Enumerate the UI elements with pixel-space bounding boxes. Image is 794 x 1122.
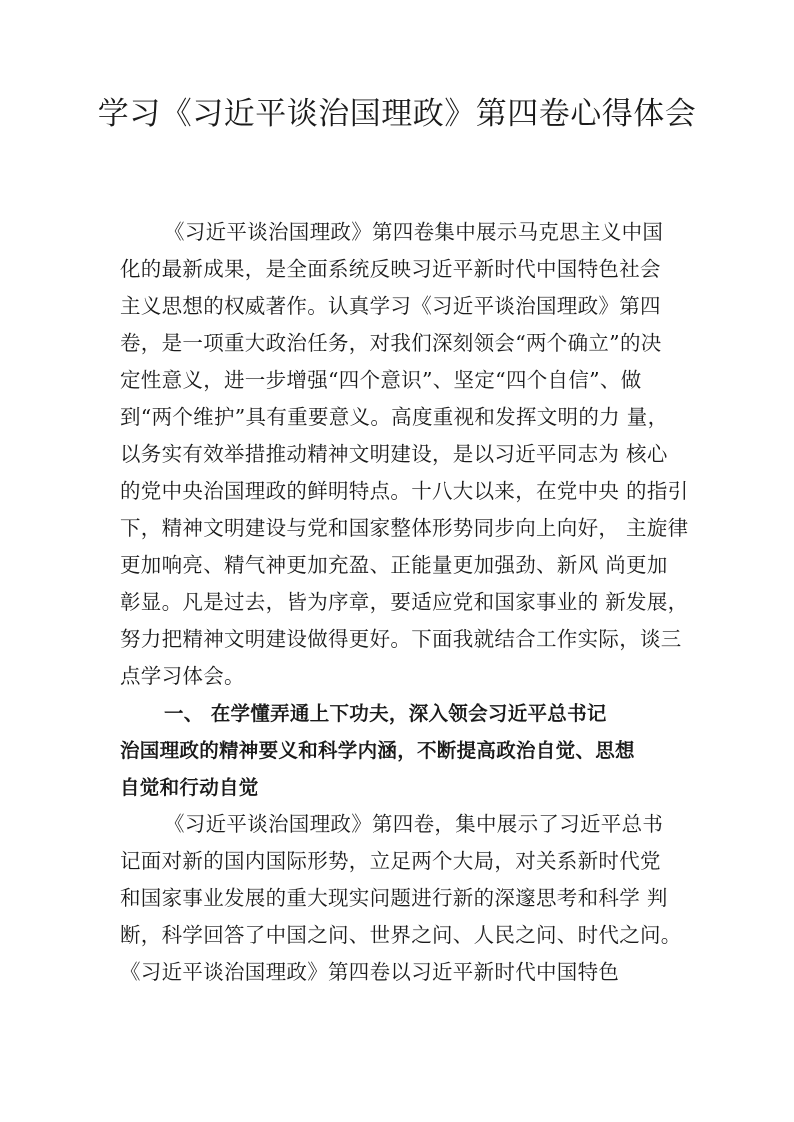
paragraph-line: 化的最新成果，是全面系统反映习近平新时代中国特色社会 <box>120 257 661 281</box>
paragraph-line: 彰显。凡是过去，皆为序章，要适应党和国家事业的 新发展， <box>120 590 689 614</box>
heading-line: 自觉和行动自觉 <box>120 776 259 799</box>
paragraph-line: 到“两个维护”具有重要意义。高度重视和发挥文明的力 量， <box>120 405 669 429</box>
paragraph-line: 以务实有效举措推动精神文明建设，是以习近平同志为 核心 <box>120 442 668 466</box>
paragraph-line: 点学习体会。 <box>120 664 245 688</box>
heading-line: 一、 在学懂弄通上下功夫，深入领会习近平总书记 <box>164 702 607 725</box>
paragraph-line: 主义思想的权威著作。认真学习《习近平谈治国理政》第四 <box>120 294 661 318</box>
paragraph-line: 下，精神文明建设与党和国家整体形势同步向上向好， 主旋律 <box>120 516 689 540</box>
heading-line: 治国理政的精神要义和科学内涵，不断提高政治自觉、思想 <box>120 739 635 762</box>
paragraph-line: 卷，是一项重大政治任务，对我们深刻领会“两个确立”的决 <box>120 331 662 355</box>
paragraph-line: 和国家事业发展的重大现实问题进行新的深邃思考和科学 判 <box>120 886 668 910</box>
document-body <box>120 214 700 991</box>
intro-paragraph <box>120 214 700 695</box>
section-one-paragraph <box>120 806 700 991</box>
paragraph-line: 更加响亮、精气神更加充盈、正能量更加强劲、新风 尚更加 <box>120 553 668 577</box>
paragraph-line: 《习近平谈治国理政》第四卷集中展示马克思主义中国 <box>164 220 664 244</box>
section-heading-one <box>120 695 700 806</box>
paragraph-line: 努力把精神文明建设做得更好。下面我就结合工作实际，谈三 <box>120 627 682 651</box>
paragraph-line: 断，科学回答了中国之问、世界之问、人民之问、时代之问。 <box>120 923 682 947</box>
paragraph-line: 《习近平谈治国理政》第四卷以习近平新时代中国特色 <box>120 960 620 984</box>
paragraph-line: 的党中央治国理政的鲜明特点。十八大以来，在党中央 的指引 <box>120 479 689 503</box>
document-title: 学习《习近平谈治国理政》第四卷心得体会 <box>97 96 697 132</box>
paragraph-line: 记面对新的国内国际形势，立足两个大局，对关系新时代党 <box>120 849 661 873</box>
paragraph-line: 《习近平谈治国理政》第四卷，集中展示了习近平总书 <box>164 812 664 836</box>
paragraph-line: 定性意义，进一步增强“四个意识”、坚定“四个自信”、做 <box>120 368 642 392</box>
